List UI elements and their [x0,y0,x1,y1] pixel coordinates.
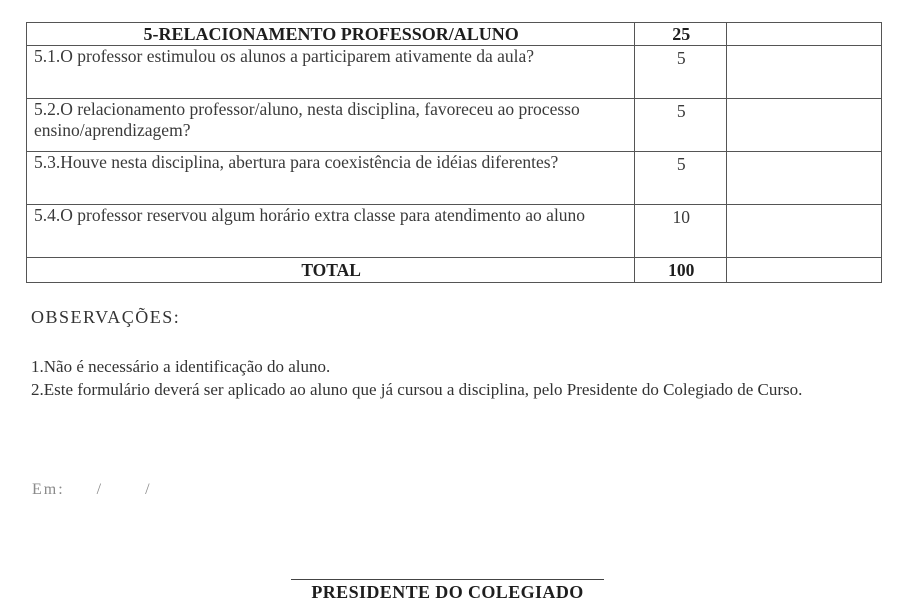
total-points: 100 [635,258,727,283]
question-text: 5.3.Houve nesta disciplina, abertura para coexistência de idéias diferentes? [27,152,635,205]
signature-label: PRESIDENTE DO COLEGIADO [311,582,584,602]
date-prefix: Em: [32,481,65,498]
observations-list [31,355,881,401]
date-field [32,481,152,499]
observations-title: OBSERVAÇÕES: [31,307,181,327]
section-points: 25 [635,23,727,46]
question-points: 5 [635,152,727,205]
date-separator-1: / [96,481,104,498]
section-header-row [27,23,882,46]
table-row [27,152,882,205]
date-separator-2: / [145,481,152,498]
total-score-cell [727,258,882,283]
total-label: TOTAL [27,258,635,283]
question-text: 5.2.O relacionamento professor/aluno, nesta disciplina, favoreceu ao processo ensino/aprendizagem? [27,99,635,152]
question-text: 5.1.O professor estimulou os alunos a participarem ativamente da aula? [27,46,635,99]
section-title: 5-RELACIONAMENTO PROFESSOR/ALUNO [27,23,635,46]
question-text: 5.4.O professor reservou algum horário extra classe para atendimento ao aluno [27,205,635,258]
table-row [27,99,882,152]
evaluation-table [26,22,882,283]
score-cell [727,46,882,99]
score-cell [727,205,882,258]
score-cell [727,152,882,205]
section-score-cell [727,23,882,46]
question-points: 5 [635,99,727,152]
observation-note-2: 2.Este formulário deverá ser aplicado ao aluno que já cursou a disciplina, pelo Presidente do Colegiado de Curso. [31,380,803,399]
question-points: 5 [635,46,727,99]
signature-line [291,579,604,580]
question-points: 10 [635,205,727,258]
total-row [27,258,882,283]
score-cell [727,99,882,152]
table-row [27,46,882,99]
observation-note-1: 1.Não é necessário a identificação do aluno. [31,357,331,376]
table-row [27,205,882,258]
